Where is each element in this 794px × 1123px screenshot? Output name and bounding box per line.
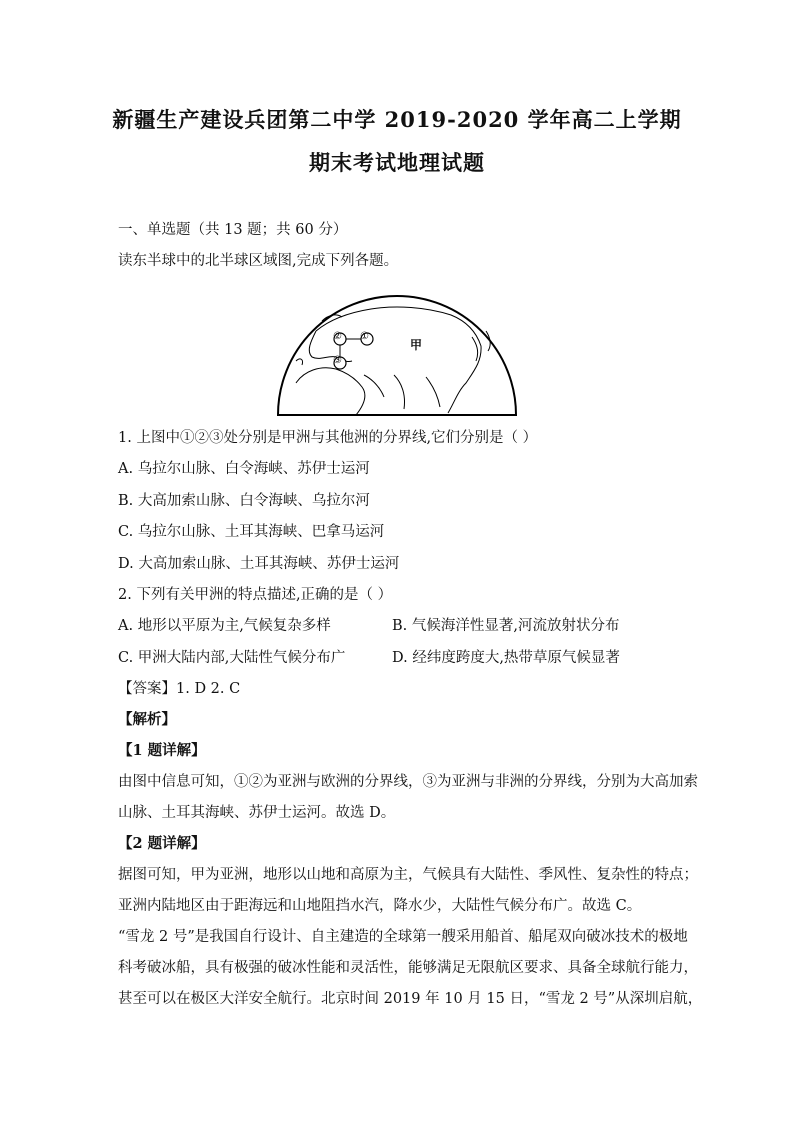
paragraph-line2: 科考破冰船，具有极强的破冰性能和灵活性，能够满足无限航区要求、具备全球航行能力， xyxy=(118,960,698,976)
q2-option-c: C. 甲洲大陆内部,大陆性气候分布广 xyxy=(118,650,346,666)
hemisphere-map xyxy=(276,291,518,417)
analysis-heading: 【解析】 xyxy=(118,711,176,728)
detail1-heading: 【1 题详解】 xyxy=(118,742,206,759)
q1-option-d: D. 大高加索山脉、土耳其海峡、苏伊士运河 xyxy=(118,556,400,572)
q1-stem: 1. 上图中①②③处分别是甲洲与其他洲的分界线,它们分别是（ ） xyxy=(118,430,538,446)
section-heading: 一、单选题（共 13 题；共 60 分） xyxy=(118,222,348,238)
detail2-heading: 【2 题详解】 xyxy=(118,835,206,852)
q1-option-c: C. 乌拉尔山脉、土耳其海峡、巴拿马运河 xyxy=(118,524,385,540)
q1-option-a: A. 乌拉尔山脉、白令海峡、苏伊士运河 xyxy=(118,461,370,477)
map-marker-3: ③ xyxy=(333,355,342,366)
paragraph-line1: “雪龙 2 号”是我国自行设计、自主建造的全球第一艘采用船首、船尾双向破冰技术的极地 xyxy=(118,929,688,945)
map-marker-2: ② xyxy=(333,331,342,342)
q1-option-b: B. 大高加索山脉、白令海峡、乌拉尔河 xyxy=(118,493,370,509)
answer-line: 【答案】1. D 2. C xyxy=(118,681,241,697)
document-title-line2: 期末考试地理试题 xyxy=(309,150,485,175)
map-marker-1: ① xyxy=(360,331,369,342)
q2-option-a: A. 地形以平原为主,气候复杂多样 xyxy=(118,618,331,634)
document-title-line1: 新疆生产建设兵团第二中学 2019-2020 学年高二上学期 xyxy=(112,107,682,132)
detail2-line1: 据图可知，甲为亚洲，地形以山地和高原为主，气候具有大陆性、季风性、复杂性的特点； xyxy=(118,867,698,883)
detail2-line2: 亚洲内陆地区由于距海远和山地阻挡水汽，降水少，大陆性气候分布广。故选 C。 xyxy=(118,898,642,914)
question-intro: 读东半球中的北半球区域图,完成下列各题。 xyxy=(118,253,399,269)
detail1-line1: 由图中信息可知，①②为亚洲与欧洲的分界线，③为亚洲与非洲的分界线，分别为大高加索 xyxy=(118,774,698,790)
map-label-jia: 甲 xyxy=(410,338,423,352)
q2-option-d: D. 经纬度跨度大,热带草原气候显著 xyxy=(392,650,620,666)
paragraph-line3: 甚至可以在极区大洋安全航行。北京时间 2019 年 10 月 15 日，“雪龙 2 号”从深圳启航， xyxy=(118,991,703,1007)
detail1-line2: 山脉、土耳其海峡、苏伊士运河。故选 D。 xyxy=(118,805,396,821)
q2-stem: 2. 下列有关甲洲的特点描述,正确的是（ ） xyxy=(118,587,393,603)
q2-option-b: B. 气候海洋性显著,河流放射状分布 xyxy=(392,618,620,634)
